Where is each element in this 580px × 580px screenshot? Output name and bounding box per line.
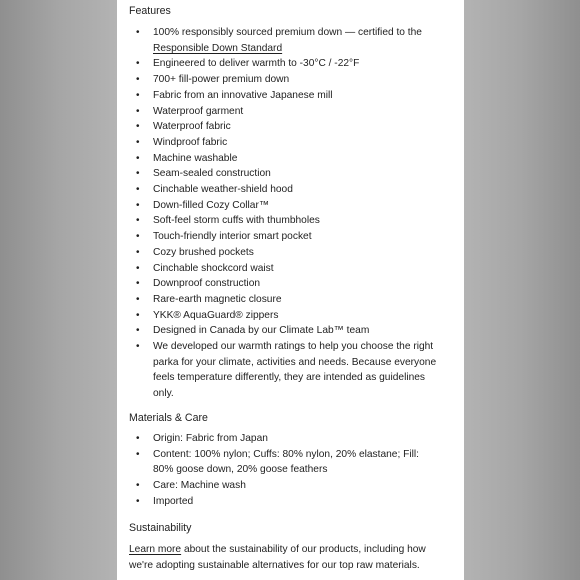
list-item-text: 100% responsibly sourced premium down — certified to the — [153, 27, 422, 38]
list-item-text: Seam-sealed construction — [153, 168, 271, 180]
list-item-text: Cinchable weather-shield hood — [153, 184, 293, 196]
list-item — [117, 104, 464, 120]
list-item — [117, 56, 464, 72]
list-item — [117, 119, 464, 135]
materials-list — [117, 431, 464, 510]
list-item-text: Imported — [153, 495, 194, 507]
list-item — [117, 198, 464, 214]
list-item — [117, 261, 464, 277]
list-item-text: Windproof fabric — [153, 136, 228, 148]
list-item — [117, 182, 464, 198]
list-item — [117, 151, 464, 167]
list-item-text: Content: 100% nylon; Cuffs: 80% nylon, 20% elastane; Fill: 80% goose down, 20% goose feathers — [153, 448, 419, 476]
list-item-text: Origin: Fabric from Japan — [153, 433, 268, 444]
list-item-text: Designed in Canada by our Climate Lab™ team — [153, 325, 370, 337]
list-item — [117, 72, 464, 88]
list-item-text: YKK® AquaGuard® zippers — [153, 309, 279, 321]
list-item-text: Touch-friendly interior smart pocket — [153, 231, 312, 243]
list-item-text: Soft-feel storm cuffs with thumbholes — [153, 215, 320, 227]
list-item-text: Downproof construction — [153, 278, 261, 290]
list-item-text: Down-filled Cozy Collar™ — [153, 199, 270, 211]
list-item — [117, 276, 464, 292]
list-item — [117, 494, 464, 510]
responsible-down-standard-link[interactable]: Responsible Down Standard — [153, 42, 283, 54]
list-item — [117, 478, 464, 494]
sustainability-text — [129, 542, 444, 573]
list-item-text: 700+ fill-power premium down — [153, 74, 290, 86]
features-list — [117, 25, 464, 402]
list-item — [117, 292, 464, 308]
list-item — [117, 308, 464, 324]
list-item-text: Waterproof garment — [153, 105, 244, 117]
list-item-text: Rare-earth magnetic closure — [153, 293, 282, 305]
list-item — [117, 323, 464, 339]
product-details-panel — [117, 0, 464, 580]
list-item — [117, 88, 464, 104]
list-item — [117, 135, 464, 151]
list-item-text: Cinchable shockcord waist — [153, 262, 274, 274]
list-item — [117, 339, 464, 402]
list-item — [117, 25, 464, 56]
list-item — [117, 213, 464, 229]
materials-heading: Materials & Care — [129, 412, 208, 424]
list-item-text: Care: Machine wash — [153, 480, 246, 492]
list-item — [117, 229, 464, 245]
sustainability-description: about the sustainability of our products, including how we're adopting sustainable alternatives for our top raw materials. — [129, 544, 426, 571]
list-item-text: Engineered to deliver warmth to -30°C / -22°F — [153, 58, 360, 70]
list-item-text: Cozy brushed pockets — [153, 246, 254, 258]
list-item — [117, 447, 464, 478]
list-item — [117, 245, 464, 261]
list-item-text: Fabric from an innovative Japanese mill — [153, 89, 333, 101]
list-item-text: Machine washable — [153, 152, 238, 164]
list-item-text: Waterproof fabric — [153, 121, 231, 133]
list-item-text: We developed our warmth ratings to help you choose the right parka for your climate, activities and needs. Because everyone feels temperature differently, they are intended as guidelines only. — [153, 341, 437, 400]
list-item — [117, 166, 464, 182]
sustainability-heading: Sustainability — [129, 522, 192, 534]
features-heading: Features — [129, 5, 171, 17]
learn-more-link[interactable]: Learn more — [129, 544, 182, 555]
list-item — [117, 431, 464, 447]
